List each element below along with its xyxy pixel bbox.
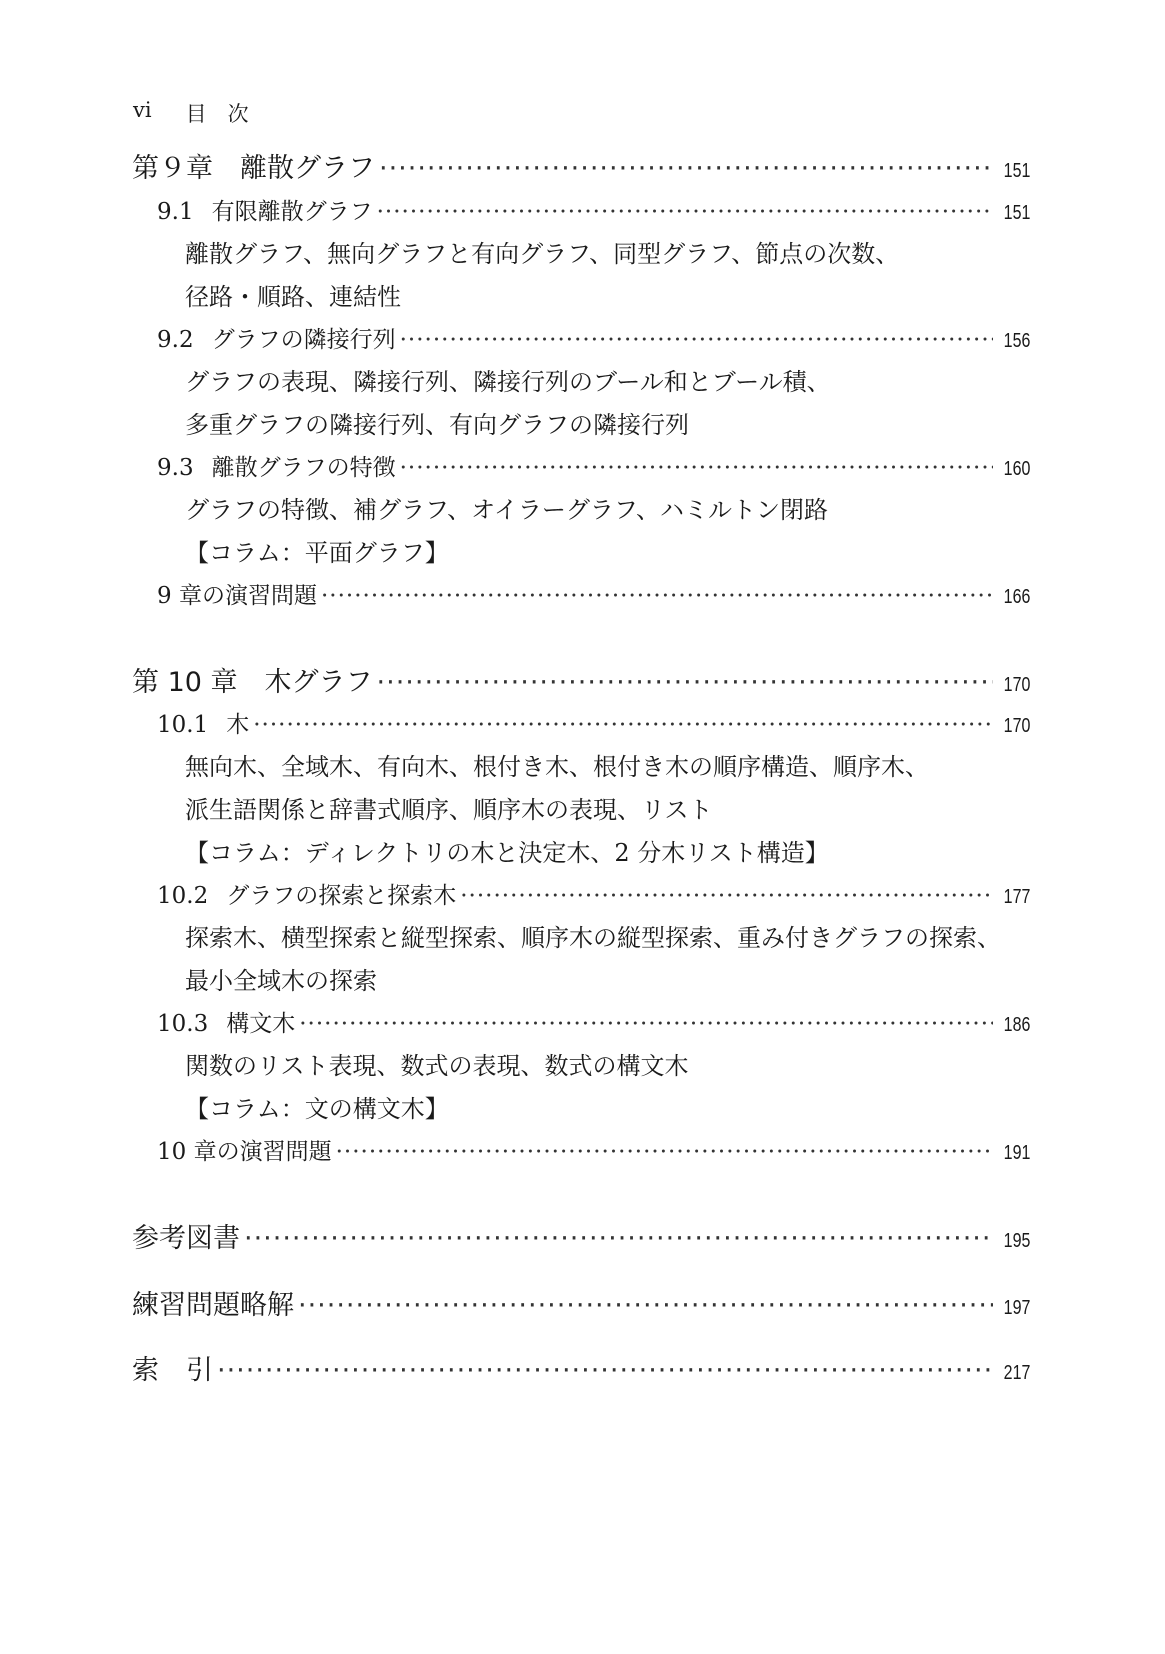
toc-section-10-3[interactable] [157,1005,1030,1038]
section-description: 関数のリスト表現、数式の表現、数式の構文木 [185,1052,689,1080]
section-description: グラフの特徴、補グラフ、オイラーグラフ、ハミルトン閉路 [185,496,828,524]
toc-section-10-1[interactable] [157,706,1030,739]
leader-dots [379,153,993,184]
page-number: 177 [1003,886,1030,908]
section-description: 最小全域木の探索 [185,967,377,995]
leader-dots [460,883,992,909]
exercises-title: 10 章の演習問題 [157,1139,332,1165]
section-title: 有限離散グラフ [211,199,373,225]
section-number: 10.1 [157,712,209,738]
leader-dots [321,583,993,609]
leader-dots [336,1139,993,1165]
page-number: 195 [1003,1230,1030,1252]
section-description: 多重グラフの隣接行列、有向グラフの隣接行列 [185,411,689,439]
page-number: 160 [1003,458,1030,480]
chapter-title: 第９章 離散グラフ [132,153,375,184]
section-description: 探索木、横型探索と縦型探索、順序木の縦型探索、重み付きグラフの探索、 [185,924,1001,952]
section-description: 離散グラフ、無向グラフと有向グラフ、同型グラフ、節点の次数、 [185,240,900,268]
running-header [133,98,249,128]
column-note: 【コラム：平面グラフ】 [185,539,449,567]
section-title: 離散グラフの特徴 [211,455,396,481]
toc-chapter-10[interactable] [132,660,1030,699]
toc-section-10-2[interactable] [157,877,1030,910]
leader-dots [217,1355,993,1386]
header-title: 目 次 [185,102,249,126]
leader-dots [299,1011,992,1037]
chapter-title: 第 10 章 木グラフ [132,667,373,698]
page-number: 151 [1003,202,1030,224]
section-title: グラフの隣接行列 [211,327,396,353]
toc-references[interactable] [132,1216,1030,1255]
toc-section-9-1[interactable] [157,193,1030,226]
toc-chapter-9[interactable] [132,146,1030,185]
back-matter-title: 練習問題略解 [132,1290,294,1321]
leader-dots [400,327,993,353]
toc-section-9-3[interactable] [157,449,1030,482]
section-description: グラフの表現、隣接行列、隣接行列のブール和とブール積、 [185,368,831,396]
section-number: 9.1 [157,199,194,225]
section-title: グラフの探索と探索木 [226,883,457,909]
back-matter-title: 索 引 [132,1355,213,1386]
toc-answers[interactable] [132,1283,1030,1322]
page-number: 217 [1003,1362,1030,1384]
toc-index[interactable] [132,1348,1030,1387]
section-title: 木 [226,712,250,738]
leader-dots [400,455,993,481]
section-number: 10.3 [157,1011,209,1037]
header-page-number: vi [133,98,152,122]
page-number: 170 [1003,715,1030,737]
toc-section-9-2[interactable] [157,321,1030,354]
back-matter-title: 参考図書 [132,1223,240,1254]
section-description: 径路・順路、連結性 [185,283,401,311]
section-number: 9.3 [157,455,194,481]
section-number: 10.2 [157,883,209,909]
exercises-title: 9 章の演習問題 [157,583,317,609]
leader-dots [377,199,993,225]
column-note: 【コラム：ディレクトリの木と決定木、2 分木リスト構造】 [185,839,829,867]
leader-dots [244,1223,993,1254]
leader-dots [253,712,992,738]
section-number: 9.2 [157,327,194,353]
section-description: 無向木、全域木、有向木、根付き木、根付き木の順序構造、順序木、 [185,753,929,781]
page-number: 186 [1003,1014,1030,1036]
page-number: 151 [1003,160,1030,182]
leader-dots [298,1290,993,1321]
column-note: 【コラム：文の構文木】 [185,1095,449,1123]
leader-dots [377,667,993,698]
page-number: 170 [1003,674,1030,696]
toc-exercises-10[interactable] [157,1133,1030,1166]
section-title: 構文木 [226,1011,296,1037]
page-number: 166 [1003,586,1030,608]
page-number: 156 [1003,330,1030,352]
section-description: 派生語関係と辞書式順序、順序木の表現、リスト [185,796,713,824]
page-number: 191 [1003,1142,1030,1164]
toc-exercises-9[interactable] [157,577,1030,610]
page-number: 197 [1003,1297,1030,1319]
